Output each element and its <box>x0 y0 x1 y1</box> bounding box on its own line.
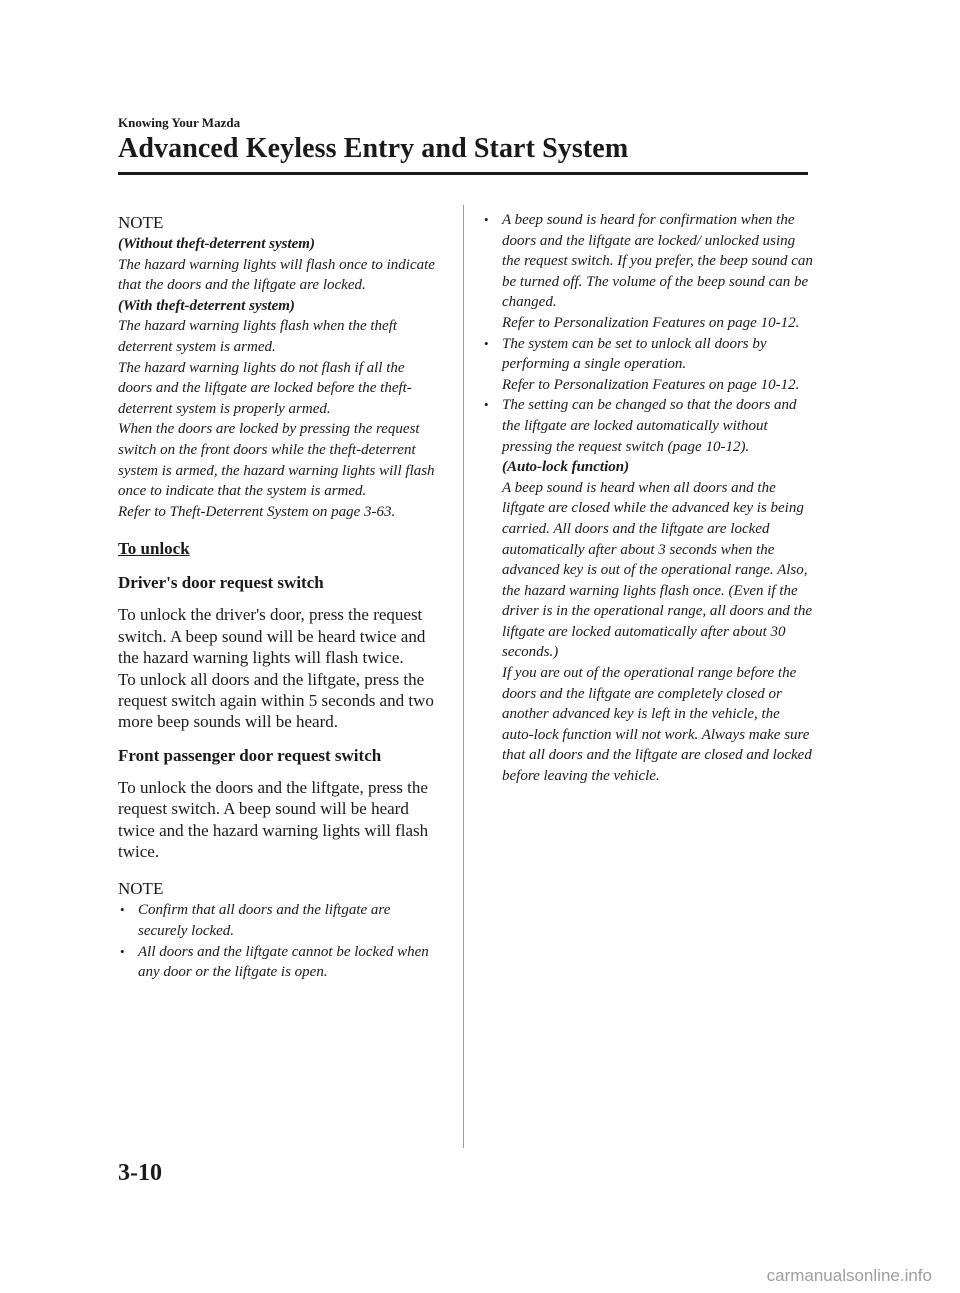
list-item-reference: Refer to Personalization Features on page 10-12. <box>502 314 800 331</box>
bullet-icon: • <box>120 943 125 959</box>
list-item <box>482 334 814 396</box>
driver-switch-text <box>118 604 440 732</box>
page-number: 3-10 <box>118 1160 162 1186</box>
bullet-icon: • <box>484 212 489 227</box>
unlock-heading: To unlock <box>118 539 190 559</box>
note-reference: Refer to Theft-Deterrent System on page 3-63. <box>118 503 396 520</box>
list-item-text: A beep sound is heard when all doors and the liftgate are closed while the advanced key is being carried. All doors and the liftgate are locked automatically after about 3 seconds when the advanced key is out of the operational range. Also, the hazard warning lights flash once. (Even if the driver is in the operational range, all doors and the liftgate are locked automatically after about 30 seconds.) <box>502 479 812 661</box>
note-text: The hazard warning lights will flash once to indicate that the doors and the liftgate are locked. <box>118 256 435 294</box>
list-item-text: If you are out of the operational range before the doors and the liftgate are completely closed or another advanced key is left in the vehicle, the auto-lock function will not work. Always make sure that all doors and the liftgate are closed and locked before leaving the vehicle. <box>502 665 812 785</box>
page-title: Advanced Keyless Entry and Start System <box>118 133 629 164</box>
list-item-text: The system can be set to unlock all doors by performing a single operation. <box>502 335 767 373</box>
list-item <box>118 942 440 983</box>
note-text: The hazard warning lights do not flash if all the doors and the liftgate are locked before the theft-deterrent system is properly armed. <box>118 359 412 417</box>
list-item-text: All doors and the liftgate cannot be locked when any door or the liftgate is open. <box>138 943 429 981</box>
note-list <box>118 900 440 982</box>
left-column <box>118 212 440 983</box>
list-item-reference: Refer to Personalization Features on page 10-12. <box>502 376 800 393</box>
paragraph: To unlock all doors and the liftgate, press the request switch again within 5 seconds and two more beep sounds will be heard. <box>118 669 434 732</box>
watermark: carmanualsonline.info <box>766 1266 932 1285</box>
note-text: The hazard warning lights flash when the theft deterrent system is armed. <box>118 318 398 355</box>
section-label: Knowing Your Mazda <box>118 115 241 130</box>
note-heading: NOTE <box>118 879 164 899</box>
paragraph: To unlock the doors and the liftgate, press the request switch. A beep sound will be heard twice and the hazard warning lights will flash twice. <box>118 777 429 861</box>
bullet-icon: • <box>484 397 489 413</box>
note-subheading: (With theft-deterrent system) <box>118 297 295 314</box>
column-divider <box>463 205 464 1148</box>
passenger-switch-text <box>118 777 440 863</box>
driver-switch-heading: Driver's door request switch <box>118 573 324 593</box>
list-item-subheading: (Auto-lock function) <box>502 459 630 476</box>
list-item-text: A beep sound is heard for confirmation when the doors and the liftgate are locked/ unlocked using the request switch. If you prefer, the beep sound can be turned off. The volume of the beep sound can be changed. <box>502 212 813 311</box>
passenger-switch-heading: Front passenger door request switch <box>118 745 382 765</box>
note-text: When the doors are locked by pressing the request switch on the front doors while the theft-deterrent system is armed, the hazard warning lights will flash once to indicate that the system is armed. <box>118 421 435 500</box>
note-block <box>118 234 440 522</box>
list-item-text: Confirm that all doors and the liftgate are securely locked. <box>138 902 391 939</box>
title-rule <box>118 172 808 175</box>
note-list <box>482 210 814 787</box>
list-item <box>118 900 440 941</box>
list-item <box>482 210 814 334</box>
note-heading: NOTE <box>118 213 164 232</box>
note-subheading: (Without theft-deterrent system) <box>118 236 315 252</box>
bullet-icon: • <box>484 335 489 351</box>
bullet-icon: • <box>120 902 125 918</box>
paragraph: To unlock the driver's door, press the request switch. A beep sound will be heard twice and the hazard warning lights will flash twice. <box>118 605 426 668</box>
right-column <box>482 210 814 787</box>
list-item <box>482 395 814 786</box>
list-item-text: The setting can be changed so that the doors and the liftgate are locked automatically without pressing the request switch (page 10-12). <box>502 397 797 455</box>
